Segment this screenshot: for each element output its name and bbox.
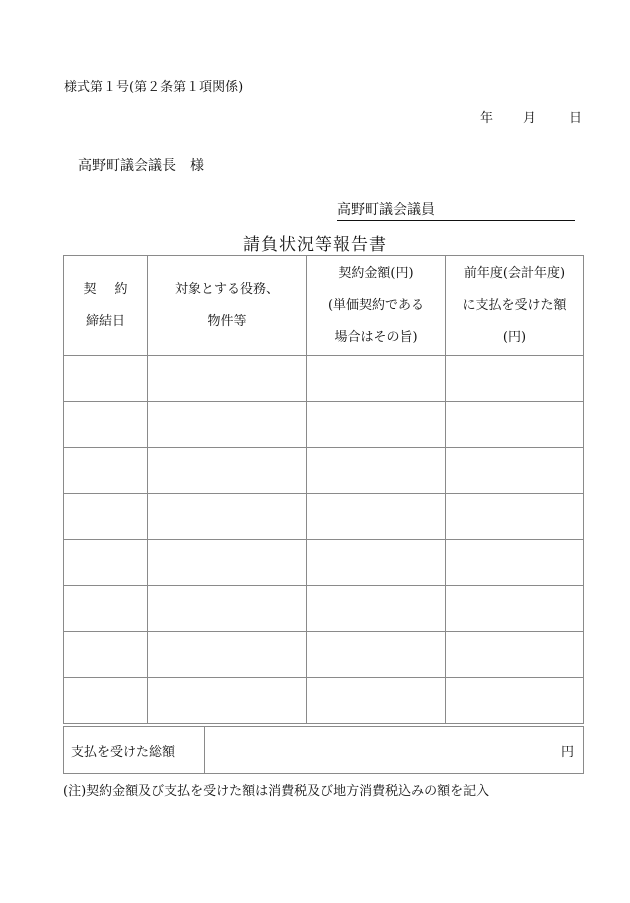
report-table-body: [64, 356, 584, 724]
table-cell: [148, 540, 307, 586]
table-cell: [64, 356, 148, 402]
header-line: 締結日: [85, 313, 125, 329]
table-cell: [446, 356, 584, 402]
table-cell: [307, 402, 446, 448]
table-cell: [148, 678, 307, 724]
table-cell: [148, 586, 307, 632]
table-cell: [307, 678, 446, 724]
table-cell: [307, 494, 446, 540]
table-cell: [446, 448, 584, 494]
report-table: [63, 255, 584, 724]
member-label: 高野町議会議員: [337, 202, 435, 218]
table-row: [64, 586, 584, 632]
total-table: [63, 726, 584, 774]
table-row: [64, 632, 584, 678]
table-cell: [64, 586, 148, 632]
table-cell: [446, 494, 584, 540]
table-cell: [307, 356, 446, 402]
table-cell: [148, 448, 307, 494]
form-number: 様式第１号(第２条第１項関係): [64, 80, 244, 95]
date-day: 日: [569, 111, 583, 126]
table-cell: [446, 632, 584, 678]
header-contract-date: [64, 256, 148, 356]
header-line: に支払を受けた額: [462, 297, 567, 313]
header-line: (単価契約である: [327, 297, 425, 313]
table-cell: [307, 540, 446, 586]
table-cell: [307, 586, 446, 632]
table-cell: [64, 540, 148, 586]
table-cell: [64, 678, 148, 724]
table-row: [64, 540, 584, 586]
total-unit: 円: [560, 744, 574, 760]
table-row: [64, 356, 584, 402]
addressee: 高野町議会議長 様: [78, 158, 204, 174]
header-line: 物件等: [207, 313, 247, 329]
header-prior-year-payment: [446, 256, 584, 356]
date-month: 月: [523, 111, 537, 126]
header-line: 契約: [83, 281, 146, 297]
table-cell: [446, 586, 584, 632]
table-cell: [446, 540, 584, 586]
table-cell: [307, 448, 446, 494]
date-year: 年: [480, 111, 494, 126]
table-cell: [148, 356, 307, 402]
table-cell: [64, 494, 148, 540]
table-cell: [148, 494, 307, 540]
header-services: [148, 256, 307, 356]
footnote: (注)契約金額及び支払を受けた額は消費税及び地方消費税込みの額を記入: [63, 784, 490, 799]
table-cell: [64, 632, 148, 678]
table-cell: [446, 678, 584, 724]
total-value-cell: [205, 727, 584, 774]
member-signature-line: [337, 199, 575, 221]
header-contract-amount: [307, 256, 446, 356]
header-line: (円): [502, 329, 527, 345]
table-cell: [307, 632, 446, 678]
table-cell: [148, 402, 307, 448]
table-row: [64, 448, 584, 494]
table-cell: [64, 402, 148, 448]
table-row: [64, 402, 584, 448]
table-cell: [148, 632, 307, 678]
header-line: 場合はその旨): [334, 329, 418, 345]
header-line: 対象とする役務、: [174, 281, 279, 297]
header-line: 契約金額(円): [338, 265, 414, 281]
header-line: 前年度(会計年度): [463, 265, 566, 281]
total-label: 支払を受けた総額: [64, 727, 205, 774]
document-title: 請負状況等報告書: [243, 235, 387, 255]
table-row: [64, 494, 584, 540]
table-header-row: [64, 256, 584, 356]
table-row: [64, 678, 584, 724]
table-cell: [446, 402, 584, 448]
table-cell: [64, 448, 148, 494]
total-row: [64, 727, 584, 774]
